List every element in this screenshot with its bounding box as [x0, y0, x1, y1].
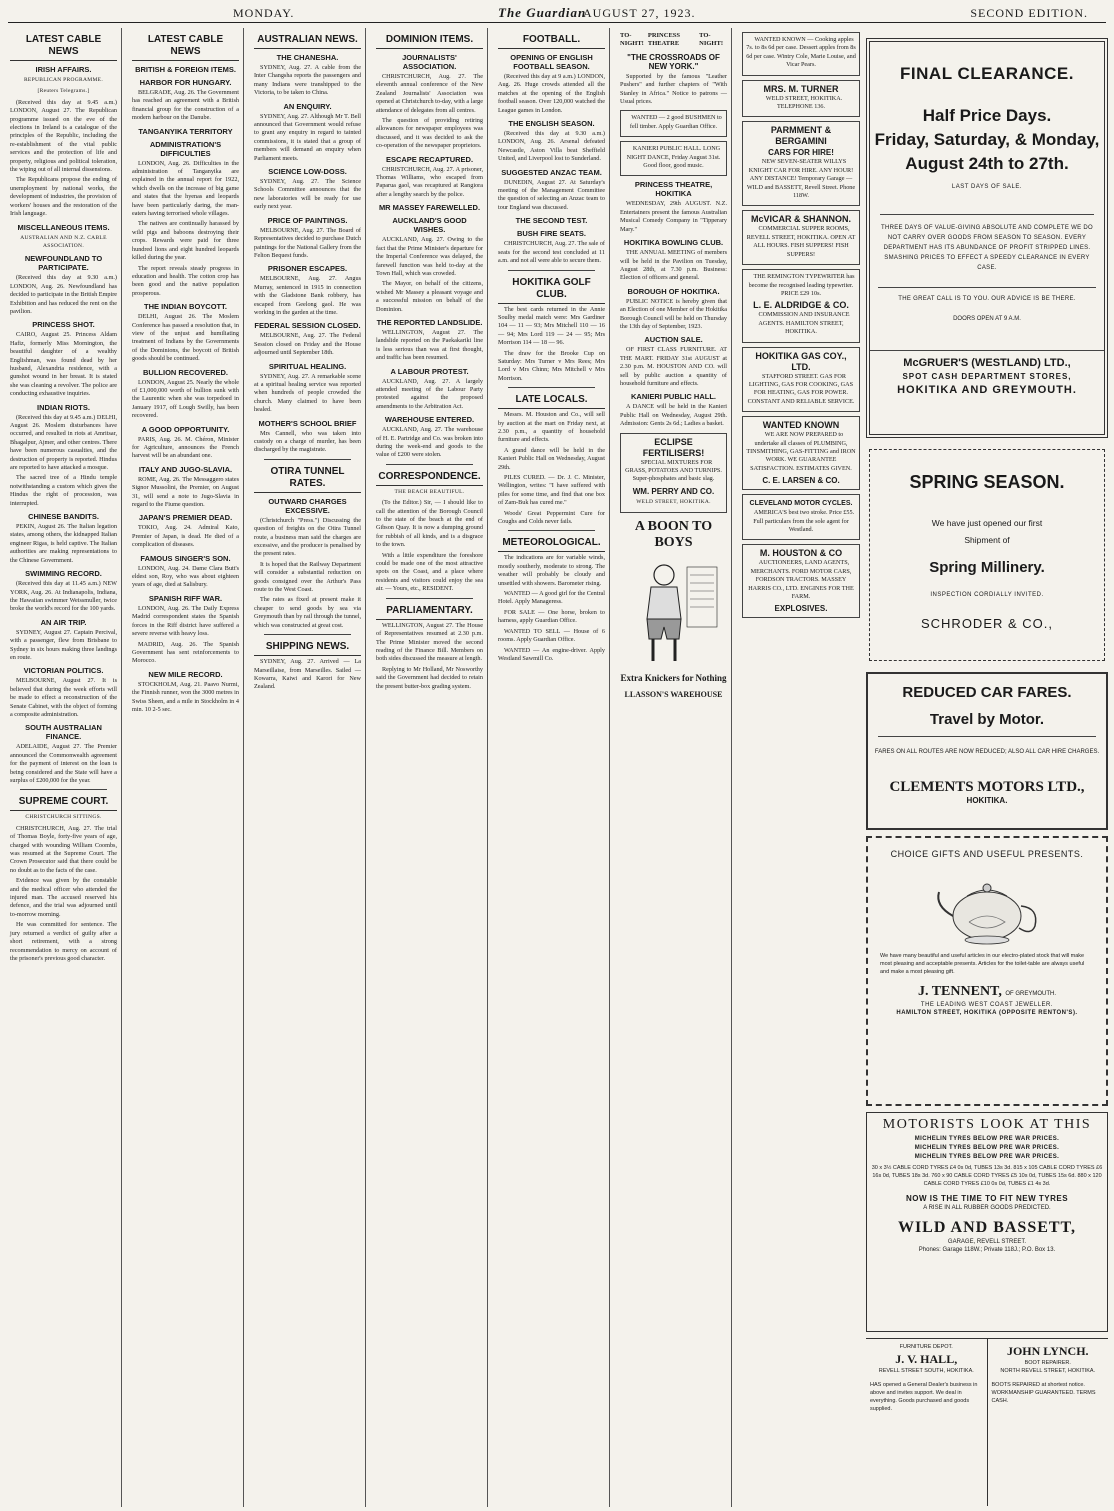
advert-final-clearance — [866, 38, 1108, 438]
article-text: AUCTIONEERS, LAND AGENTS, MERCHANTS. FORD MOTOR CARS, FORDSON TRACTORS. MASSEY HARRIS CO., LTD. ENGINES FOR THE FARM. — [748, 559, 854, 601]
article-text: The rates as fixed at present make it cheaper to send goods by sea via Greymouth than by rail through the tunnel, which was constructed at great cost. — [254, 596, 361, 629]
advert-title: WANTED KNOWN — [762, 420, 840, 431]
article-text: PARIS, Aug. 26. M. Chéron, Minister for Agriculture, announces the French harvest will be an abundant one. — [132, 435, 239, 460]
tonight-right: TO-NIGHT! — [699, 32, 723, 48]
article-text: (Received this day at 9.45 a.m.) LONDON, August 27. The Republican programme issued on the eve of the elections in Ireland is a catalogue of the principles of the Republic, including the re-establishment of the vital public services and the protection of life and property, religious and political toleration, the wiping out of all internal dissensions. — [10, 98, 117, 174]
section-heading: MISCELLANEOUS ITEMS. — [17, 222, 110, 232]
article-text: The Mayor, on behalf of the citizens, wished Mr Massey a pleasant voyage and a successful mission on behalf of the Dominion. — [376, 280, 483, 313]
article-text: Messrs. M. Houston and Co., will sell by auction at the mart on Friday next, at 2.30 p.m., a quantity of household furniture and effects. — [498, 411, 605, 444]
section-heading: AUCTION SALE. — [644, 335, 703, 345]
boy-illustration — [629, 557, 719, 667]
divider — [386, 464, 473, 465]
article-text: LONDON, August 25. Nearly the whole of £1,000,000 worth of bullion sunk with the Laurentic when she was torpedoed in January 1917, off Lough Swilly, has been recovered. — [132, 378, 239, 420]
column-heading: LATEST CABLE NEWS — [132, 34, 239, 61]
furniture-addr: REVELL STREET SOUTH, HOKITIKA. — [878, 1368, 974, 1374]
section-heading: CHINESE BANDITS. — [28, 512, 99, 522]
article-text: A DANCE will be held in the Kanieri Public Hall on Wednesday, August 29th. Admission: Gents 2s 6d.; Ladies a basket. — [620, 403, 727, 428]
article-text: SPECIAL MIXTURES FOR GRASS, POTATOES AND TURNIPS. Super-phosphates and basic slag. — [625, 458, 722, 483]
article-text: Replying to Mr Holland, Mr Nosworthy said the Government had decided to retain the present butter-box grading system. — [376, 665, 483, 690]
clearance-doors: DOORS OPEN AT 9 A.M. — [953, 316, 1021, 322]
advert-title: HOKITIKA GAS COY., LTD. — [755, 350, 847, 372]
column-heading: LATE LOCALS. — [498, 394, 605, 409]
section-heading: THE CHANESHA. — [276, 53, 339, 62]
article-text: WELLINGTON, August 27. The landslide reported on the Paekakariki line is less serious than was at first thought, and traffic has been resumed. — [376, 328, 483, 362]
teapot-illustration — [927, 866, 1047, 946]
clearance-line-2: Friday, Saturday, & Monday, — [874, 130, 1100, 149]
article-text: MELBOURNE, Aug. 27. Angus Murray, sentenced in 1915 in connection with the Gladstone Bank robbery, has escaped from Geelong gaol. He was working in the garden at the time. — [254, 275, 361, 316]
section-heading: INDIAN RIOTS. — [37, 402, 90, 412]
article-text: Evidence was given by the constable and the medical officer who attended the injured man. The accused reserved his defence, and the trial was adjourned until to-morrow morning. — [10, 877, 117, 918]
article-text: AMERICA'S best two stroke. Price £55. Full particulars from the sole agent for Westland. — [753, 509, 855, 533]
article-text: LONDON, Aug. 26. The Daily Express Madrid correspondent states the Spanish forces in the Riff district have suffered a severe reverse with heavy loss. — [132, 604, 239, 638]
advert-turner — [742, 80, 860, 118]
advert-wanted — [620, 110, 727, 137]
article-text: The natives are continually harassed by wild pigs and baboons destroying their crops. Rewards were paid for three hundred lions and eight hundred leopards killed during the year. — [132, 220, 239, 262]
section-heading: OPENING OF ENGLISH FOOTBALL SEASON. — [510, 53, 593, 71]
masthead — [8, 4, 1106, 23]
article-text: Mrs Cannell, who was taken into custody on a charge of murder, has been discharged by the magistrate. — [254, 429, 361, 454]
advert-subtitle: CARS FOR HIRE! — [768, 148, 834, 158]
advert-title: McVICAR & SHANNON. — [750, 214, 851, 225]
advert-motorists — [866, 1112, 1108, 1332]
section-heading: THE INDIAN BOYCOTT. — [144, 302, 227, 312]
section-heading: WAREHOUSE ENTERED. — [384, 415, 475, 425]
section-subheading: THE BEACH BEAUTIFUL. — [394, 488, 465, 495]
section-heading: HARBOR FOR HUNGARY. — [139, 78, 232, 87]
section-heading: BUSH FIRE SEATS. — [516, 229, 587, 239]
motorists-tyre-2: MICHELIN TYRES BELOW PRE WAR PRICES. — [914, 1145, 1060, 1151]
section-heading: NEWFOUNDLAND TO PARTICIPATE. — [24, 254, 103, 273]
motorists-now: NOW IS THE TIME TO FIT NEW TYRES — [905, 1194, 1069, 1203]
article-text: With a little expenditure the foreshore could be made one of the most attractive spots on the Coast, and a place where residents and visitors could enjoy the sea air. — Yours, etc., RESIDENT. — [376, 551, 483, 593]
section-credit: [Reuters Telegrams.] — [37, 88, 90, 95]
article-text: (Received this day at 9.30 a.m.) LONDON, Aug. 26. Arsenal defeated Newcastle, Aston Villa beat Sheffield United, and Liverpool lost to Sunderland. — [498, 130, 605, 163]
article-text: It is hoped that the Railway Department will consider a substantial reduction on goods consigned over the Arthur's Pass route to the West Coast. — [254, 560, 361, 594]
section-heading: PRINCESS SHOT. — [32, 320, 95, 330]
column-heading: SUPREME COURT. — [10, 796, 117, 811]
column-heading: CORRESPONDENCE. — [376, 471, 483, 486]
motorists-tyre-1: MICHELIN TYRES BELOW PRE WAR PRICES. — [914, 1136, 1060, 1142]
spring-line-1: We have just opened our first — [931, 518, 1043, 528]
motorists-phones: Phones: Garage 118W.; Private 118J.; P.O. Box 13. — [918, 1247, 1056, 1253]
section-heading: SWIMMING RECORD. — [25, 569, 102, 579]
column-heading: PARLIAMENTARY. — [376, 605, 483, 620]
spring-title: SPRING SEASON. — [909, 472, 1065, 492]
section-heading: NEW MILE RECORD. — [148, 669, 223, 679]
article-text: HAS opened a General Dealer's business in above and invites support. We deal in everything. Goods purchased and goods supplied. — [870, 1382, 978, 1412]
section-heading: A GOOD OPPORTUNITY. — [141, 424, 230, 434]
advert-gas — [742, 347, 860, 413]
article-text: MELBOURNE, Aug. 27. The Federal Session closed on Friday and the House adjourned until September 18th. — [254, 332, 361, 357]
article-text: WANTED — An engine-driver. Apply Westland Sawmill Co. — [498, 646, 605, 662]
article-text: (To the Editor.) Sir, — I should like to call the attention of the Borough Council to the state of the beach at the end of Gibson Quay. It is now a dumping ground for rubbish of all kinds, and is a disgrace to the town. — [376, 499, 483, 549]
article-text: BELGRADE, Aug. 26. The Government has reached an agreement with a British financial group for the construction of a modern harbour on the Danube. — [132, 89, 239, 122]
article-text: AUCKLAND, Aug. 27. The warehouse of H. E. Partridge and Co. was broken into during the week-end and goods to the value of £200 were stolen. — [376, 426, 483, 459]
section-heading: THE SECOND TEST. — [515, 216, 588, 226]
article-text: SYDNEY, Aug. 27. A cable from the Inter Changsha reports the passengers and many Indians were transhipped to the Victoria, to be taken to China. — [254, 64, 361, 97]
clearance-small: LAST DAYS OF SALE. — [951, 184, 1023, 190]
article-text: WE ARE NOW PREPARED to undertake all classes of PLUMBING, TINSMITHING, GAS-FITTING and IRON WORK. WE GUARANTEE SATISFACTION. ESTIMATES GIVEN. — [746, 431, 856, 472]
column-australian-news — [250, 28, 366, 1507]
lynch-sub: BOOT REPAIRER. — [1024, 1360, 1071, 1366]
article-text: WELD STREET, HOKITIKA. TELEPHONE 136. — [765, 94, 843, 111]
article-text: WANTED TO SELL — House of 6 rooms. Apply Guardian Office. — [498, 627, 605, 644]
advert-wanted-known-plumbing — [742, 416, 860, 490]
article-text: SYDNEY, August 27. Captain Percival, with a passenger, flew from Brisbane to Sydney in six hours making three landings en route. — [10, 628, 117, 661]
news-columns — [6, 28, 864, 1507]
clearance-line-3: August 24th to 27th. — [905, 154, 1069, 173]
advert-mcvicar — [742, 210, 860, 265]
clearance-brand: McGRUER'S (WESTLAND) LTD., — [870, 350, 1104, 369]
article-text: The report reveals steady progress in education and health. The cotton crop has been good and the native population prosperous. — [132, 264, 239, 297]
column-theatre-notices — [616, 28, 732, 1507]
column-heading: FOOTBALL. — [498, 34, 605, 49]
cars-big: Travel by Motor. — [878, 711, 1096, 737]
gifts-addr: HAMILTON STREET, HOKITIKA (OPPOSITE RENTON'S). — [896, 1010, 1078, 1016]
cars-place: HOKITIKA. — [966, 796, 1008, 805]
cars-title: REDUCED CAR FARES. — [902, 684, 1072, 701]
section-heading: OUTWARD CHARGES EXCESSIVE. — [268, 496, 347, 515]
section-heading: TANGANYIKA TERRITORY — [138, 126, 233, 136]
section-heading: THE ENGLISH SEASON. — [508, 119, 595, 129]
article-text: STAFFORD STREET. GAS FOR LIGHTING, GAS FOR COOKING, GAS FOR HEATING, GAS FOR POWER. CONSTANT AND RELIABLE SERVICE. — [747, 372, 855, 405]
column-heading: HOKITIKA GOLF CLUB. — [498, 277, 605, 304]
column-heading: AUSTRALIAN NEWS. — [254, 34, 361, 49]
spring-big: Spring Millinery. — [929, 559, 1045, 576]
cars-small: FARES ON ALL ROUTES ARE NOW REDUCED; ALSO ALL CAR HIRE CHARGES. — [874, 749, 1100, 755]
article-text: WEDNESDAY, 29th AUGUST. N.Z. Entertainers present the famous Australian Musical Comedy Company in "Tipperary Mary." — [620, 200, 727, 233]
gifts-sub: THE LEADING WEST COAST JEWELLER. — [920, 1002, 1054, 1008]
article-text: CHRISTCHURCH, Aug. 27. A prisoner, Thomas Williams, who escaped from Paparua gaol, was recaptured at Rangiora after a lengthy search by the police. — [376, 165, 483, 198]
clearance-title: FINAL CLEARANCE. — [900, 64, 1074, 83]
article-text: PILES CURED. — Dr. J. C. Minister, Wellington, writes: "I have suffered with piles for some time, and find that one box of Zam-Buk has cured me." — [498, 474, 605, 507]
advert-brand: WM. PERRY AND CO. — [632, 486, 715, 496]
section-heading: IRISH AFFAIRS. — [35, 65, 92, 74]
article-text: (Received this day at 9.30 a.m.) LONDON, Aug. 26. Newfoundland has decided to participate in the British Empire Exhibition and has reduced the rent on the pavilion. — [10, 274, 117, 315]
section-heading: AUCKLAND'S GOOD WISHES. — [392, 216, 467, 235]
advert-john-lynch — [988, 1339, 1109, 1506]
article-text: A grand dance will be held in the Kanieri Public Hall on Wednesday, August 29th. — [498, 446, 605, 471]
article-text: TOKIO, Aug. 24. Admiral Kato, Premier of Japan, is dead. He died of a complication of diseases. — [132, 524, 239, 549]
article-text: ROME, Aug. 26. The Messaggero states Signor Mussolini, the Premier, on August 31, will send a note to Jugo-Slavia in regard to the Fiume question. — [132, 475, 239, 509]
motorists-addr: GARAGE, REVELL STREET. — [947, 1239, 1027, 1245]
clearance-brand-2: SPOT CASH DEPARTMENT STORES, — [902, 372, 1072, 381]
section-heading: PRICE OF PAINTINGS. — [267, 215, 348, 225]
advert-title: PARMMENT & BERGAMINI — [770, 125, 832, 147]
column-heading: DOMINION ITEMS. — [376, 34, 483, 49]
clearance-place: HOKITIKA AND GREYMOUTH. — [897, 384, 1077, 396]
section-heading: ADMINISTRATION'S DIFFICULTIES — [149, 139, 222, 158]
article-text: AUCKLAND, Aug. 27. A largely attended meeting of the Labour Party protested against the proposed amendments to the Arbitration Act. — [376, 377, 483, 410]
advert-title: ECLIPSE FERTILISERS! — [642, 436, 705, 458]
advert-furniture-depot — [866, 1339, 988, 1506]
divider — [386, 598, 473, 599]
spring-line-2: Shipment of — [964, 535, 1010, 545]
article-text: CHRISTCHURCH, Aug. 27. The eleventh annual conference of the New Zealand Journalists' Association was opened at Christchurch to-day, with a large attendance of delegates from all centres. — [376, 73, 483, 114]
article-text: THE ANNUAL MEETING of members will be held in the Pavilion on Tuesday, August 28th, at 7.30 p.m. Business: Election of officers and general. — [620, 249, 727, 282]
motorists-tyre-3: MICHELIN TYRES BELOW PRE WAR PRICES. — [914, 1154, 1060, 1160]
furniture-name: J. V. HALL, — [895, 1352, 958, 1366]
advert-subtitle: EXPLOSIVES. — [774, 604, 828, 614]
article-text: WANTED — A good girl for the Central Hotel. Apply Manageress. — [498, 590, 605, 606]
advert-title: L. E. ALDRIDGE & CO. — [753, 300, 849, 311]
article-text: SYDNEY, Aug. 27. The Science Schools Committee announces that the new laboratories will be ready for use early next year. — [254, 178, 361, 211]
gifts-text: We have many beautiful and useful articles in our electro-plated stock that will make most pleasing and acceptable presents. Articles for the toilet-table are always useful and make a most pleasing gift. — [880, 953, 1085, 975]
section-heading: AN AIR TRIP. — [40, 617, 87, 627]
advert-aldridge — [742, 269, 860, 342]
article-text: WELLINGTON, August 27. The House of Representatives resumed at 2.30 p.m. The Prime Minister moved the second reading of the Finance Bill. Members on both sides discussed the measure at length. — [376, 621, 483, 663]
spring-small: INSPECTION CORDIALLY INVITED. — [930, 592, 1044, 598]
boon-to-boys-title: A BOON TO BOYS — [634, 519, 713, 551]
section-heading: A LABOUR PROTEST. — [390, 366, 469, 376]
article-text: WANTED KNOWN — Cooking apples 7s. to 8s 6d per case. Dessert apples from 8s 6d per case. Wintry Cole, Marie Louise, and Vicar Pears. — [746, 36, 856, 69]
masthead-paper-title: The Guardian — [498, 5, 587, 20]
section-heading: PRISONER ESCAPES. — [267, 264, 348, 274]
column-heading: OTIRA TUNNEL RATES. — [254, 466, 361, 493]
article-text: SYDNEY, Aug. 27. Arrived — La Marseillaise, from Marseilles. Sailed — Kowarra, Kaiwi and Karori for New Zealand. — [254, 658, 361, 691]
cars-brand: CLEMENTS MOTORS LTD., — [889, 779, 1085, 795]
article-text: DUNEDIN, August 27. At Saturday's meeting of the Management Committee the question of selecting an Anzac team to tour England was discussed. — [498, 178, 605, 211]
motorists-title: MOTORISTS LOOK AT THIS — [882, 1117, 1092, 1132]
article-text: The Republicans propose the ending of unemployment by national works, the development of industries, the provision of workers' houses and the restoration of the Irish language. — [10, 176, 117, 218]
motorists-brand: WILD AND BASSETT, — [897, 1219, 1077, 1236]
article-text: AUCKLAND, Aug. 27. Owing to the fact that the Prime Minister's departure for the Imperial Conference was delayed, the farewell function was held to-day at the Town Hall, which was crowded. — [376, 236, 483, 277]
gifts-title: CHOICE GIFTS AND USEFUL PRESENTS. — [890, 849, 1084, 859]
tonight-left: TO-NIGHT! — [620, 32, 644, 48]
section-subheading: CHRISTCHURCH SITTINGS. — [25, 814, 102, 821]
column-small-adverts — [738, 28, 864, 1507]
article-text: MELBOURNE, Aug. 27. The Board of Representatives decided to purchase Dutch paintings for the National Gallery from the Felton Bequest funds. — [254, 226, 361, 259]
motorists-prices: 30 x 3½ CABLE CORD TYRES £4 0s 0d, TUBES 13s 3d. 815 x 105 CABLE CORD TYRES £6 16s 0d, TUBES 18s 3d. 760 x 90 CABLE CORD TYRES £5 10s 0d, TUBES 15s 6d. 880 x 120 CABLE CORD TYRES £10 0s 0d, TUBES £1 4s 3d. — [871, 1165, 1103, 1187]
article-text: CHRISTCHURCH, Aug. 27. The sale of seats for the second test concluded at 11 a.m. and not all were able to secure them. — [498, 240, 605, 265]
article-text: He was committed for sentence. The jury returned a verdict of guilty after a short retirement, with a strong recommendation to mercy on account of the prisoner's previous good character. — [10, 921, 117, 962]
divider — [264, 634, 351, 635]
section-heading: SOUTH AUSTRALIAN FINANCE. — [25, 723, 102, 742]
article-text: SYDNEY, Aug. 27. A remarkable scene at a spiritual healing service was reported when hundreds of people crowded the church. Many claimed to have been healed. — [254, 372, 361, 414]
spring-brand: SCHRODER & CO., — [920, 616, 1053, 631]
column-football — [494, 28, 610, 1507]
column-heading: SHIPPING NEWS. — [254, 641, 361, 656]
advert-dance — [620, 141, 727, 176]
article-text: The sacred tree of a Hindu temple notwithstanding a custom which gives the Hindus the right of procession, was interrupted. — [10, 474, 117, 507]
article-text: WANTED — 2 good BUSHMEN to fell timber. Apply Guardian Office. — [629, 114, 722, 130]
advert-title: MRS. M. TURNER — [763, 83, 839, 94]
section-heading: BULLION RECOVERED. — [142, 367, 228, 377]
advert-title: CLEVELAND MOTOR CYCLES. — [749, 500, 853, 508]
section-heading: BOROUGH OF HOKITIKA. — [627, 286, 720, 296]
section-heading: HOKITIKA BOWLING CLUB. — [623, 238, 724, 248]
advert-choice-gifts — [866, 836, 1108, 1106]
article-text: CAIRO, August 25. Princess Aldam Hafiz, formerly Miss Mornington, the beautiful daughter of a wealthy Englishman, was found dead by her husband, Alexandria residence, with a gunshot wound in her breast. It is stated she was cleaning a revolver. The police are conducting exhaustive inquiries. — [10, 331, 117, 398]
section-heading: JAPAN'S PREMIER DEAD. — [138, 513, 233, 523]
motorists-rise: A RISE IN ALL RUBBER GOODS PREDICTED. — [923, 1205, 1051, 1211]
article-text: STOCKHOLM, Aug. 21. Paavo Nurmi, the Finnish runner, won the 3000 metres in Swiss Sheen, and a mile in Stockholm in 4 min. 10 2-5 sec. — [132, 680, 239, 713]
article-text: CHRISTCHURCH, Aug. 27. The trial of Thomas Boyle, forty-five years of age, charged with wounding William Coombs, was resumed at the Supreme Court. The Crown Prosecutor said that there could be no doubt as to the facts of the case. — [10, 824, 117, 874]
article-text: The indications are for variable winds, mostly southerly, moderate to strong. The weather will probably be cloudy and unsettled with showers. Barometer rising. — [498, 554, 605, 587]
divider — [264, 459, 351, 460]
gifts-brand-tail: OF GREYMOUTH. — [1005, 991, 1057, 997]
article-text: THE REMINGTON TYPEWRITER has become the recognised leading typewriter. PRICE £29 10s. — [748, 273, 855, 297]
article-text: Woods' Great Peppermint Cure for Coughs and Colds never fails. — [498, 509, 605, 526]
section-heading: SPIRITUAL HEALING. — [268, 361, 347, 371]
section-heading: KANIERI PUBLIC HALL. — [631, 392, 716, 402]
article-text: KANIERI PUBLIC HALL. LONG NIGHT DANCE, Friday August 31st. Good floor, good music. — [626, 145, 721, 170]
section-heading: ITALY AND JUGO-SLAVIA. — [138, 464, 233, 474]
advert-houston — [742, 544, 860, 618]
divider — [508, 530, 595, 531]
section-heading: MOTHER'S SCHOOL BRIEF — [258, 418, 357, 428]
furniture-head: FURNITURE DEPOT. — [899, 1344, 953, 1350]
lynch-name: JOHN LYNCH. — [1006, 1344, 1089, 1358]
section-heading: FEDERAL SESSION CLOSED. — [254, 321, 361, 331]
advert-wanted-known — [742, 32, 860, 76]
clearance-body: THREE DAYS OF VALUE-GIVING ABSOLUTE AND COMPLETE WE DO NOT CARRY OVER GOODS FROM SEASON TO SEASON. EVERY DEPARTMENT HAS ITS ABUNDANCE OF PROFIT STRIPPED LINES. SMASHING PRICES TO EFFECT A SPEEDY CLEARANCE IN EVERY CASE. — [880, 214, 1094, 273]
article-text: Supported by the famous "Leather Pushers" and further chapters of "With Stanley in Africa." Notice to patrons — Usual prices. — [620, 72, 727, 106]
column-latest-cable-news — [6, 28, 122, 1507]
advert-parmment — [742, 121, 860, 206]
article-text: PUBLIC NOTICE is hereby given that an Election of one Member of the Hokitika Borough Council will be held on Thursday the 13th day of September, 1923. — [620, 297, 727, 330]
article-text: MELBOURNE, August 27. It is believed that during the week efforts will be made to effect a reconstruction of the Senate Cabinet, with the object of forming a composite administration. — [10, 677, 117, 718]
advert-title: M. HOUSTON & CO — [759, 548, 843, 559]
article-text: LONDON, Aug. 26. Difficulties in the administration of Tanganyika are explained in the annual report for 1922, which dwells on the increase of big game and states that the hyenas and leopards have been particularly daring, the man-eaters having terrorised whole villages. — [132, 159, 239, 218]
article-text: COMMISSION AND INSURANCE AGENTS. HAMILTON STREET, HOKITIKA. — [758, 311, 850, 336]
article-text: (Received this day at 9.45 a.m.) DELHI, August 26. Moslem disturbances have occurred, and resulted in riots at Amritsar, Bhagalpur, Ajmer, and other centres. There have been numerous casualties, and the destruction of property is reported. Hindus are reported to have attacked a mosque. — [10, 413, 117, 472]
section-heading: FAMOUS SINGER'S SON. — [140, 553, 231, 563]
section-heading: VICTORIAN POLITICS. — [23, 666, 104, 676]
advert-bottom-pair — [866, 1338, 1108, 1506]
article-text: The question of providing retiring allowances for newspaper employees was discussed, and it was decided to ask the co-operation of the newspaper proprietors. — [376, 117, 483, 150]
article-text: (Received this day at 9 a.m.) LONDON, Aug. 26. Huge crowds attended all the matches at the opening of the English football season. Over 120,000 watched the League games in London. — [498, 73, 605, 114]
article-text: DELHI, August 26. The Moslem Conference has passed a resolution that, in view of the unjust and humiliating treatment of Indians by the Governments of the Dominions, the boycott of British goods should be continued. — [132, 313, 239, 363]
article-text: ADELAIDE, August 27. The Premier announced the Commonwealth agreement for the payment of interest on the loan is being considered and the State will have a surplus of £200,000 for the year. — [10, 743, 117, 784]
column-british-foreign-items — [128, 28, 244, 1507]
article-text: The best cards returned in the Annie Soulby medal match were: Mrs Gardiner 104 — 11 — 93; Mrs Mitchell 110 — 16 — 94; Mrs Lord 119 — 24 — 95; Mrs Morrison 114 — 18 — 96. — [498, 305, 605, 347]
article-text: OF FIRST CLASS FURNITURE. AT THE MART. FRIDAY 31st AUGUST at 2.30 p.m. M. HOUSTON AND CO. will sell by public auction a quantity of household furniture and effects. — [620, 346, 727, 387]
article-text: (Christchurch "Press.") Discussing the question of freights on the Otira Tunnel route, a business man said the charges are excessive, and the producer is penalised by the present rates. — [254, 516, 361, 558]
section-heading: PRINCESS THEATRE, HOKITIKA — [634, 180, 713, 199]
article-text: COMMERCIAL SUPPER ROOMS, REVELL STREET, HOKITIKA. OPEN AT ALL HOURS. FISH SUPPERS! FISH SUPPERS! — [746, 225, 856, 258]
gifts-brand-name: J. TENNENT, — [917, 984, 1002, 999]
section-heading: SPANISH RIFF WAR. — [148, 593, 223, 603]
article-text: PEKIN, August 26. The Italian legation states, among others, the kidnapped Italian engineer Rigas, is held captive. The Italian authorities are making representations to the Chinese Government. — [10, 523, 117, 564]
advert-eclipse — [620, 433, 727, 514]
masthead-edition: SECOND EDITION. — [970, 5, 1088, 20]
article-text: MADRID, Aug. 26. The Spanish Government has sent reinforcements to Morocco. — [132, 640, 239, 665]
column-heading: LATEST CABLE NEWS — [10, 34, 117, 61]
advert-cleveland — [742, 494, 860, 540]
divider — [20, 789, 107, 790]
section-heading: SCIENCE LOW-DOSS. — [268, 167, 347, 177]
section-heading: AN ENQUIRY. — [283, 101, 332, 111]
article-text: The draw for the Brooke Cup on Saturday: Mrs Turner v Mrs Rees; Mrs Lord v Mrs Chinn; Mrs Mitchell v Mrs Morrison. — [498, 349, 605, 382]
article-text: FOR SALE — One horse, broken to harness, apply Guardian Office. — [498, 608, 605, 625]
boon-brand: LLASSON'S WAREHOUSE — [624, 690, 723, 700]
section-heading: JOURNALISTS' ASSOCIATION. — [402, 53, 457, 71]
boon-subtitle: Extra Knickers for Nothing — [620, 673, 727, 684]
column-heading: METEOROLOGICAL. — [498, 537, 605, 552]
article-text: BOOTS REPAIRED at shortest notice. WORKMANSHIP GUARANTEED. TERMS CASH. — [991, 1382, 1096, 1404]
divider — [508, 387, 595, 388]
lynch-addr: NORTH REVELL STREET, HOKITIKA. — [1000, 1368, 1096, 1374]
advert-address: WELD STREET, HOKITIKA. — [636, 498, 711, 505]
column-dominion-items — [372, 28, 488, 1507]
masthead-date: AUGUST 27, 1923. — [583, 5, 696, 20]
advert-brand: C. E. LARSEN & CO. — [762, 476, 840, 486]
section-heading: THE REPORTED LANDSLIDE. — [376, 317, 483, 327]
section-heading: BRITISH & FOREIGN ITEMS. — [135, 65, 236, 74]
article-text: (Received this day at 11.45 a.m.) NEW YORK, Aug. 26. At Indianapolis, Indiana, the Hawaiian swimmer Weissmuller, twice broke the world's record for the 100 yards. — [10, 580, 117, 613]
section-heading: MR MASSEY FAREWELLED. — [378, 203, 481, 213]
advert-spring-season — [866, 446, 1108, 664]
gifts-brand — [868, 984, 1106, 1000]
article-text: LONDON, Aug. 24. Dame Clara Butt's eldest son, Roy, who was about eighteen years of age, died at Salisbury. — [132, 564, 239, 589]
clearance-body-2: THE GREAT CALL IS TO YOU. OUR ADVICE IS BE THERE. — [878, 287, 1096, 302]
section-subheading: REPUBLICAN PROGRAMME. — [23, 77, 104, 83]
divider — [508, 270, 595, 271]
advert-reduced-car-fares — [866, 672, 1108, 830]
clearance-line-1: Half Price Days. — [922, 106, 1052, 125]
theatre-name: PRINCESS THEATRE — [647, 32, 681, 48]
section-heading: ESCAPE RECAPTURED. — [385, 154, 474, 164]
article-text: SYDNEY, Aug. 27. Although Mr T. Bell announced that Government would refuse to grant any enquiry in regard to tainted commissions, it is stated that a group of members will demand an enquiry when Parliament meets. — [254, 112, 361, 162]
theatre-header — [620, 32, 727, 49]
section-credit: AUSTRALIAN AND N.Z. CABLE ASSOCIATION. — [20, 234, 107, 249]
feature-title: "THE CROSSROADS OF NEW YORK." — [627, 52, 720, 71]
masthead-day: MONDAY. — [233, 5, 295, 20]
section-heading: SUGGESTED ANZAC TEAM. — [501, 167, 602, 177]
article-text: NEW SEVEN-SEATER WILLYS KNIGHT CAR FOR HIRE. ANY HOUR! ANY DISTANCE! Temporary Garage — WILD and BASSETT, Revell Street. Phone 118W. — [746, 158, 856, 200]
